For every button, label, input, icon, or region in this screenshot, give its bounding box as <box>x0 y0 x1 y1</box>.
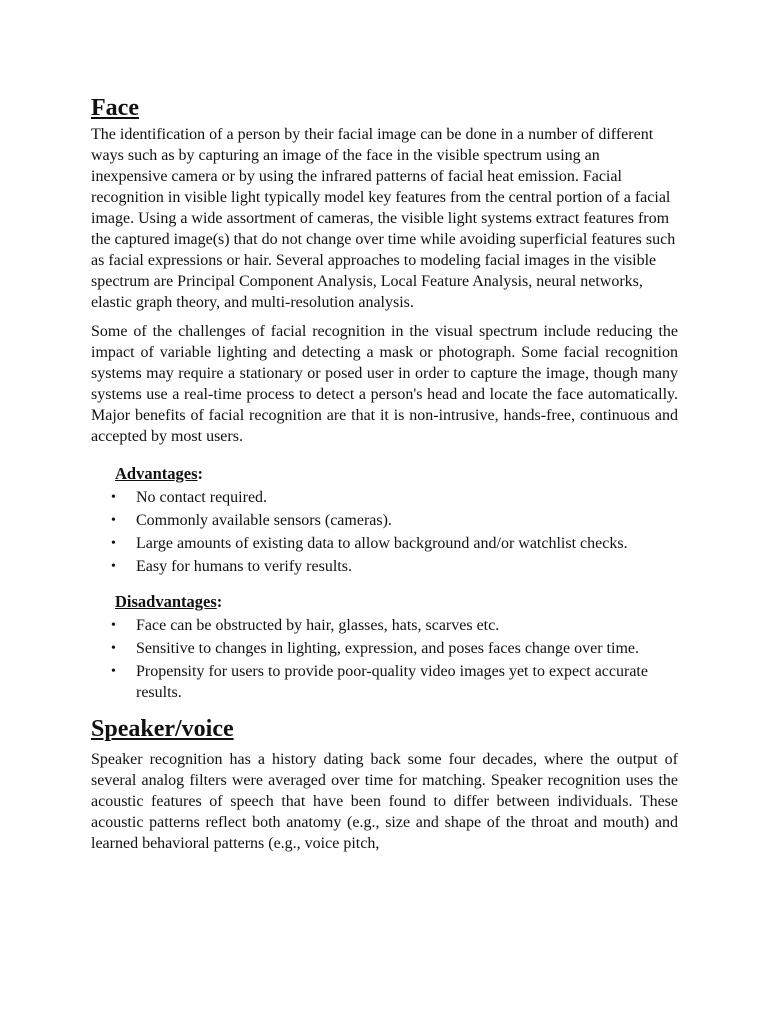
list-item <box>91 487 678 508</box>
advantages-heading-colon: : <box>197 464 204 483</box>
list-item-text: Large amounts of existing data to allow background and/or watchlist checks. <box>136 535 628 552</box>
list-item-text: Easy for humans to verify results. <box>136 558 352 575</box>
advantages-heading-text: Advantages <box>115 464 198 483</box>
list-item <box>91 556 678 577</box>
list-item-text: Commonly available sensors (cameras). <box>136 512 392 529</box>
document-page <box>91 92 678 854</box>
advantages-list <box>91 487 678 577</box>
list-item <box>91 510 678 531</box>
list-item <box>91 661 678 703</box>
speaker-paragraph-1: Speaker recognition has a history dating back some four decades, where the output of several analog filters were averaged over time for matching. Speaker recognition uses the acoustic features of speech that have been found to differ between individuals. These acoustic patterns reflect both anatomy (e.g., size and shape of the throat and mouth) and learned behavioral patterns (e.g., voice pitch, <box>91 751 678 852</box>
disadvantages-heading-colon: : <box>216 592 223 611</box>
list-item <box>91 615 678 636</box>
bullet-icon: • <box>111 536 116 551</box>
list-item-text: Propensity for users to provide poor-quality video images yet to expect accurate results. <box>136 663 648 701</box>
disadvantages-list <box>91 615 678 703</box>
list-item <box>91 638 678 659</box>
section-heading-speaker-voice: Speaker/voice <box>91 716 234 742</box>
bullet-icon: • <box>111 618 116 633</box>
section-heading-face: Face <box>91 95 139 121</box>
list-item-text: Sensitive to changes in lighting, expression, and poses faces change over time. <box>136 640 639 657</box>
list-item <box>91 533 678 554</box>
bullet-icon: • <box>111 513 116 528</box>
list-item-text: Face can be obstructed by hair, glasses, hats, scarves etc. <box>136 617 500 634</box>
bullet-icon: • <box>111 490 116 505</box>
advantages-heading <box>91 463 678 485</box>
face-paragraph-1: The identification of a person by their facial image can be done in a number of different ways such as by capturing an image of the face in the visible spectrum using an inexpensive camera or by using the infrared patterns of facial heat emission. Facial recognition in visible light typically model key features from the central portion of a facial image. Using a wide assortment of cameras, the visible light systems extract features from the captured image(s) that do not change over time while avoiding superficial features such as facial expressions or hair. Several approaches to modeling facial images in the visible spectrum are Principal Component Analysis, Local Feature Analysis, neural networks, elastic graph theory, and multi-resolution analysis. <box>91 126 676 311</box>
list-item-text: No contact required. <box>136 489 268 506</box>
bullet-icon: • <box>111 559 116 574</box>
face-paragraph-2: Some of the challenges of facial recognition in the visual spectrum include reducing the impact of variable lighting and detecting a mask or photograph. Some facial recognition systems may require a stationary or posed user in order to capture the image, though many systems use a real-time process to detect a person's head and locate the face automatically. Major benefits of facial recognition are that it is non-intrusive, hands-free, continuous and accepted by most users. <box>91 323 678 445</box>
disadvantages-heading <box>91 591 678 613</box>
bullet-icon: • <box>111 664 116 679</box>
bullet-icon: • <box>111 641 116 656</box>
disadvantages-heading-text: Disadvantages <box>115 592 217 611</box>
